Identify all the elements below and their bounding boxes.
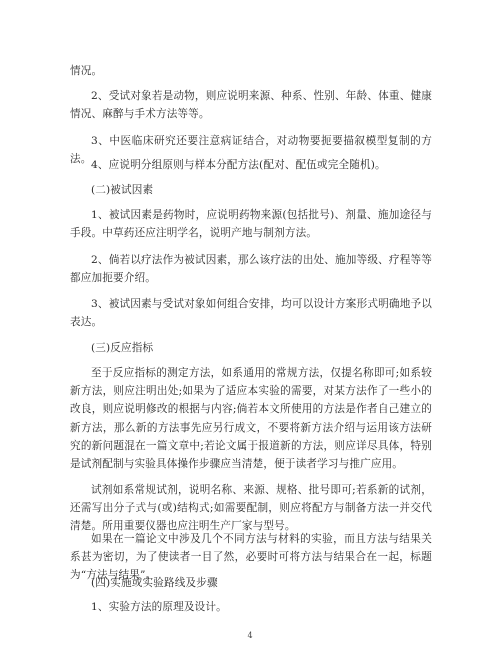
page-number: 4 xyxy=(247,631,253,640)
paragraph-combination: 3、被试因素与受试对象如何组合安排，均可以设计方案形式明确地予以表达。 xyxy=(70,298,432,329)
paragraph-reagents: 试剂如系常规试剂，说明名称、来源、规格、批号即可;若系新的试剂，还需写出分子式与(或)结构式;如需要配制，则应将配方与制备方法一并交代清楚。所用重要仪器也应注明生产厂家与型号。 xyxy=(70,484,432,533)
paragraph-principle-design: 1、实验方法的原理及设计。 xyxy=(91,601,227,613)
section-heading-implementation: (四)实施或实验路线及步骤 xyxy=(91,577,218,589)
paragraph-subjects-animals: 2、受试对象若是动物，则应说明来源、种系、性别、年龄、体重、健康情况、麻醉与手术方法等等。 xyxy=(70,90,432,121)
paragraph-methods-results: 如果在一篇论文中涉及几个不同方法与材料的实验，而且方法与结果关系甚为密切，为了使读者一目了然，必要时可将方法与结果合在一起，标题为“方法与结果”。 xyxy=(70,533,432,582)
paragraph-continuation: 情况。 xyxy=(70,65,103,77)
section-heading-response-indicators: (三)反应指标 xyxy=(91,342,154,354)
section-heading-test-factors: (二)被试因素 xyxy=(91,184,154,196)
paragraph-drug-factor: 1、被试因素是药物时，应说明药物来源(包括批号)、剂量、施加途径与手段。中草药还应注明学名，说明产地与制剂方法。 xyxy=(70,209,432,240)
paragraph-measurement-methods: 至于反应指标的测定方法，如系通用的常规方法，仅提名称即可;如系较新方法，则应注明出处;如果为了适应本实验的需要，对某方法作了一些小的改良，则应说明修改的根据与内容;倘若本文所使用的方法是作者自己建立的新方法，那么新的方法事先应另行成文，不要将新方法介绍与运用该方法研究的新问题混在一篇文章中;若论文属于报道新的方法，则应详尽具体，特别是试剂配制与实验具体操作步骤应当清楚，便于读者学习与推广应用。 xyxy=(70,367,432,471)
paragraph-grouping: 4、应说明分组原则与样本分配方法(配对、配伍或完全随机)。 xyxy=(91,159,386,171)
paragraph-tcm-clinical: 3、中医临床研究还要注意病证结合，对动物要扼要描叙模型复制的方法。 xyxy=(70,135,432,166)
paragraph-therapy-factor: 2、倘若以疗法作为被试因素，那么该疗法的出处、施加等级、疗程等等都应加扼要介绍。 xyxy=(70,254,432,285)
